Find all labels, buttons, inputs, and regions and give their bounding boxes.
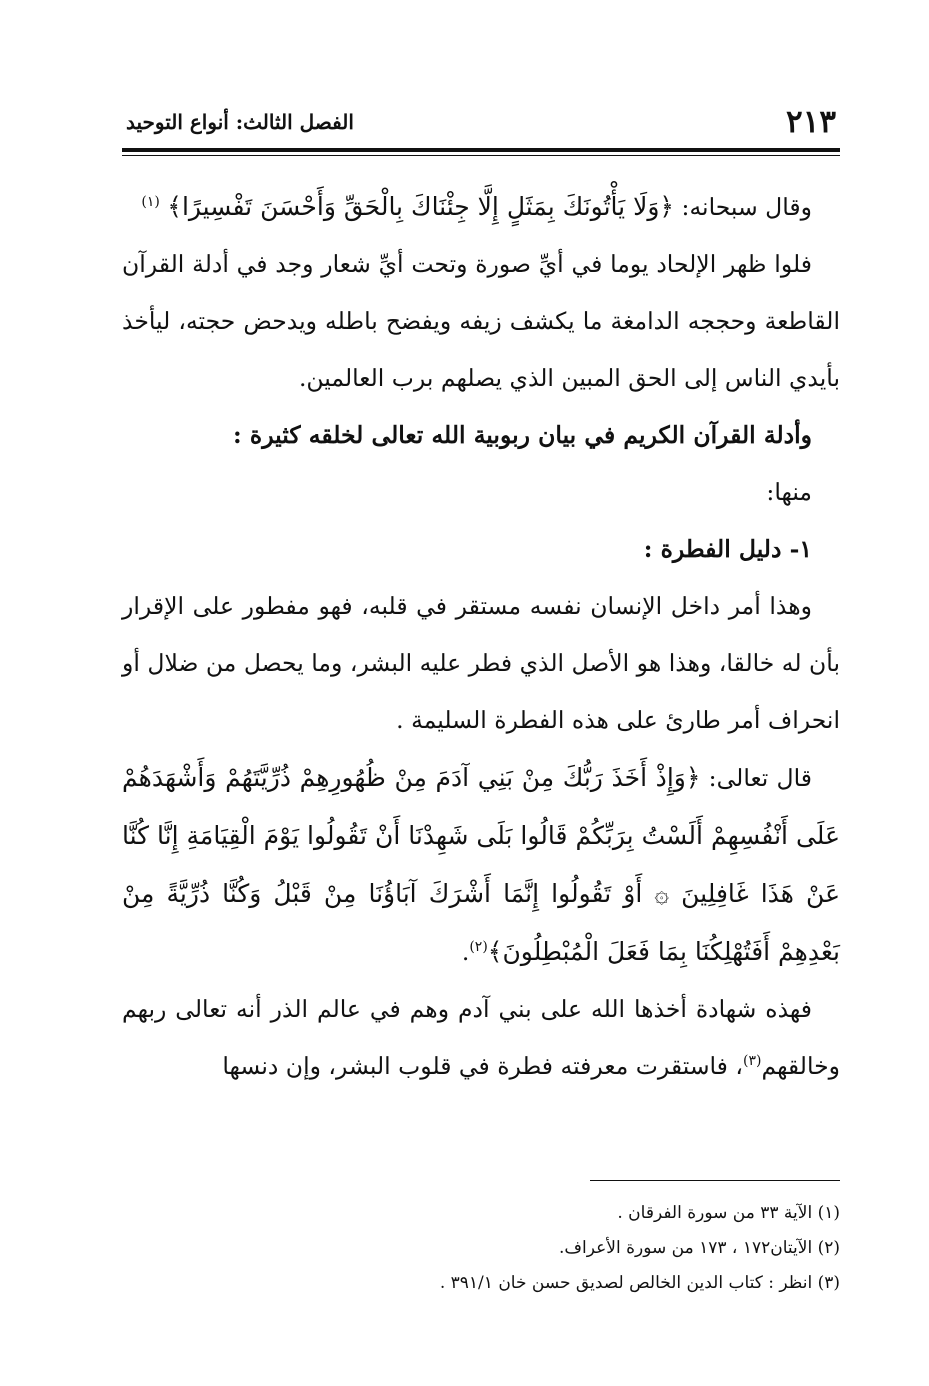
section-heading: وأدلة القرآن الكريم في بيان ربوبية الله تعالى لخلقه كثيرة : bbox=[233, 421, 812, 449]
chapter-title: الفصل الثالث: أنواع التوحيد bbox=[126, 110, 354, 134]
footnote-item: (٢) الآيتان١٧٢ ، ١٧٣ من سورة الأعراف. bbox=[559, 1238, 840, 1258]
verse-intro-text: قال تعالى: bbox=[700, 764, 812, 792]
paragraph-minha: منها: bbox=[766, 478, 812, 506]
footnote-item: (٣) انظر : كتاب الدين الخالص لصديق حسن خان ٣٩١/١ . bbox=[439, 1273, 840, 1293]
footnote-ref: (١) bbox=[141, 194, 160, 211]
footnotes bbox=[122, 1196, 840, 1301]
verse-end-punctuation: . bbox=[461, 938, 470, 966]
paragraph-verse-intro bbox=[122, 178, 840, 236]
footnote-ref: (٢) bbox=[469, 939, 488, 956]
footnote-ref: (٣) bbox=[742, 1053, 762, 1070]
header-rule-thick bbox=[122, 148, 840, 152]
paragraph-fitra: وهذا أمر داخل الإنسان نفسه مستقر في قلبه، فهو مفطور على الإقرار بأن له خالقا، وهذا هو الأصل الذي فطر عليه البشر، وما يحصل من ضلال أو انحراف أمر طارئ على هذه الفطرة السليمة . bbox=[122, 592, 840, 734]
paragraph-verse-araf bbox=[122, 749, 840, 981]
verse-intro-text: وقال سبحانه: bbox=[674, 193, 812, 221]
page-number: ٢١٣ bbox=[786, 104, 836, 140]
quran-verse: ﴿وَإِذْ أَخَذَ رَبُّكَ مِنْ بَنِي آدَمَ مِنْ ظُهُورِهِمْ ذُرِّيَّتَهُمْ وَأَشْهَدَهُمْ عَلَى أَنْفُسِهِمْ أَلَسْتُ بِرَبِّكُمْ قَالُوا بَلَى شَهِدْنَا أَنْ تَقُولُوا يَوْمَ الْقِيَامَةِ إِنَّا كُنَّا عَنْ هَذَا غَافِلِينَ ۞ أَوْ تَقُولُوا إِنَّمَا أَشْرَكَ آبَاؤُنَا مِنْ قَبْلُ وَكُنَّا ذُرِّيَّةً مِنْ بَعْدِهِمْ أَفَتُهْلِكُنَا بِمَا فَعَلَ الْمُبْطِلُونَ﴾ bbox=[122, 763, 840, 966]
quran-verse: ﴿وَلَا يَأْتُونَكَ بِمَثَلٍ إِلَّا جِئْنَاكَ بِالْحَقِّ وَأَحْسَنَ تَفْسِيرًا﴾ bbox=[167, 192, 675, 221]
main-text bbox=[122, 178, 840, 1095]
shahada-text-end: ، فاستقرت معرفته فطرة في قلوب البشر، وإن دنسها bbox=[222, 1052, 743, 1080]
shahada-text-start: فهذه شهادة أخذها الله على بني آدم وهم في عالم الذر أنه تعالى ربهم وخالقهم bbox=[122, 995, 840, 1080]
header-rule-thin bbox=[122, 155, 840, 156]
paragraph-shahada bbox=[122, 981, 840, 1095]
subsection-heading: ١- دليل الفطرة : bbox=[643, 535, 812, 563]
footnote-item: (١) الآية ٣٣ من سورة الفرقان . bbox=[617, 1203, 840, 1223]
book-page bbox=[122, 96, 840, 1356]
footnote-separator bbox=[590, 1180, 840, 1181]
paragraph-ilhad: فلوا ظهر الإلحاد يوما في أيِّ صورة وتحت أيِّ شعار وجد في أدلة القرآن القاطعة وحججه الدامغة ما يكشف زيفه ويفضح باطله ويدحض حجته، ليأخذ بأيدي الناس إلى الحق المبين الذي يصلهم برب العالمين. bbox=[122, 250, 840, 392]
running-header bbox=[122, 96, 840, 148]
